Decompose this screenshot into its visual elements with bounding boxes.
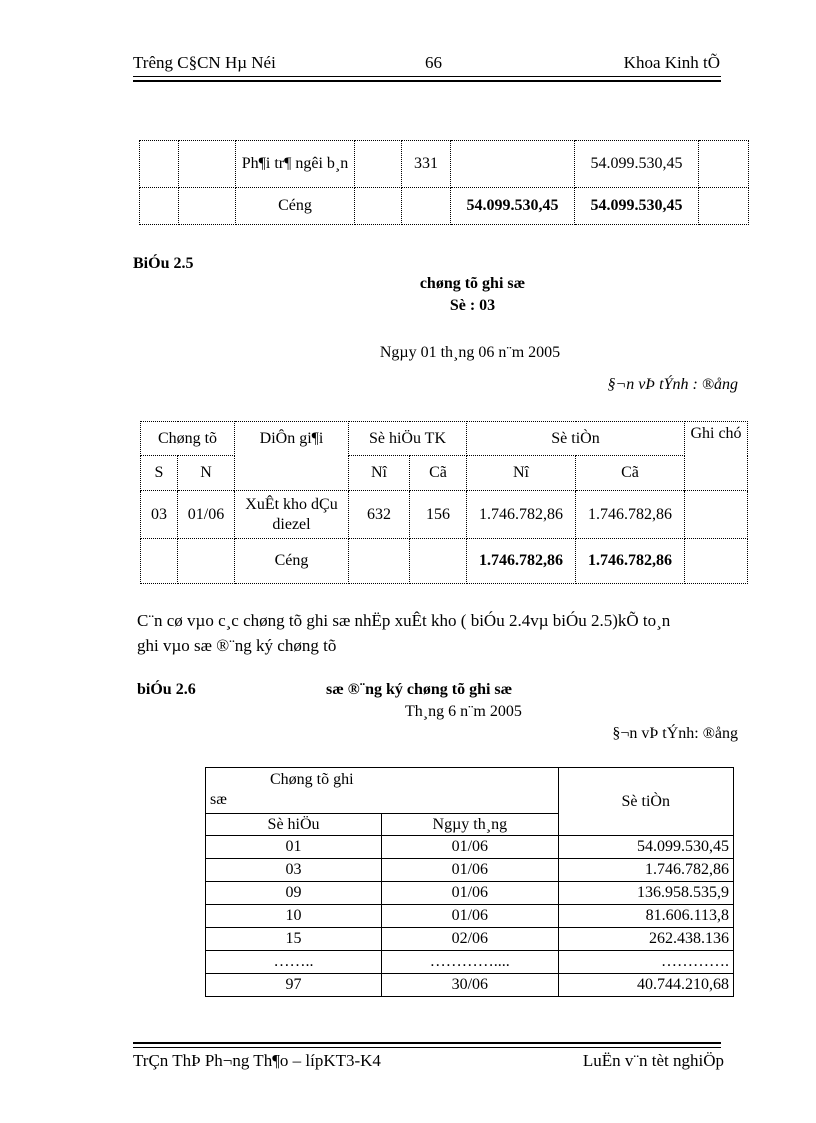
col-header-amount: Sè tiÒn [467,422,685,456]
table-row: 09 01/06 136.958.535,9 [206,882,734,905]
total-debit: 1.746.782,86 [467,539,576,584]
total-label: Céng [235,539,349,584]
col-header-note: Ghi chó [685,422,748,491]
table-row: 03 01/06 XuÊt kho dÇu diezel 632 156 1.746.782,86 1.746.782,86 [141,491,748,539]
bieu-25-table [140,421,748,584]
col-header-amount: Sè tiÒn [558,768,734,836]
total-credit: 54.099.530,45 [575,188,699,225]
col-header-account: Sè hiÖu TK [349,422,467,456]
row-credit: 54.099.530,45 [575,141,699,188]
footer-rule-thick [133,1042,721,1044]
col-header-s: S [141,456,178,491]
header-left: Trêng C§CN Hµ Néi [133,53,276,72]
bieu-26-table [205,767,734,997]
bieu-26-month: Th¸ng 6 n¨m 2005 [405,703,522,720]
col-header-voucher: Chøng tõ [141,422,235,456]
paragraph-line-1: C¨n cø vµo c¸c chøng tõ ghi sæ nhËp xuÊt kho ( biÓu 2.4vµ biÓu 2.5)kÕ to¸n [137,611,671,630]
table-row [141,539,748,584]
table-row: 15 02/06 262.438.136 [206,928,734,951]
table-row [140,188,749,225]
bieu-25-number: Sè : 03 [449,297,496,314]
voucher-header-line-1: Chøng tõ ghi [270,771,354,788]
col-header-date: Ngµy th¸ng [382,814,558,836]
row-account: 331 [402,141,451,188]
bieu-26-unit: §¬n vÞ tÝnh: ®ång [612,725,738,742]
footer-right: LuËn v¨n tèt nghiÖp [582,1051,724,1070]
footer-left: TrÇn ThÞ Ph¬ng Th¶o – lípKT3-K4 [133,1051,381,1070]
col-header-voucher [206,768,559,814]
col-header-description: DiÔn gi¶i [235,422,349,491]
row-debit [451,141,575,188]
bieu-26-title: sæ ®¨ng ký chøng tõ ghi sæ [326,681,513,698]
header-rule-thick [133,80,721,82]
table-row: 97 30/06 40.744.210,68 [206,974,734,997]
col-header-n: N [178,456,235,491]
col-header-tk-debit: Nî [349,456,410,491]
paragraph-line-2: ghi vµo sæ ®¨ng ký chøng tõ [137,636,337,655]
total-debit: 54.099.530,45 [451,188,575,225]
header-right: Khoa Kinh tÕ [623,53,720,72]
col-header-amount-credit: Cã [576,456,685,491]
bieu-25-date: Ngµy 01 th¸ng 06 n¨m 2005 [379,344,561,361]
row-description: Ph¶i tr¶ ngêi b¸n [236,141,355,188]
bieu-25-unit: §¬n vÞ tÝnh : ®ång [607,376,738,393]
header-rule [133,76,721,77]
total-label: Céng [236,188,355,225]
table-row: 03 01/06 1.746.782,86 [206,859,734,882]
bieu-26-label: biÓu 2.6 [137,681,196,698]
col-header-amount-debit: Nî [467,456,576,491]
col-header-tk-credit: Cã [410,456,467,491]
voucher-header-line-2: sæ [210,791,227,808]
table-row: 10 01/06 81.606.113,8 [206,905,734,928]
bieu-25-title: chøng tõ ghi sæ [419,275,526,292]
table-row: 01 01/06 54.099.530,45 [206,836,734,859]
table-row [140,141,749,188]
total-credit: 1.746.782,86 [576,539,685,584]
footer-rule [133,1047,721,1048]
col-header-number: Sè hiÖu [206,814,382,836]
page-number: 66 [425,53,442,72]
table-row: …….. ………….... …………. [206,951,734,974]
bieu-25-label: BiÓu 2.5 [133,255,194,272]
top-table [139,140,749,225]
